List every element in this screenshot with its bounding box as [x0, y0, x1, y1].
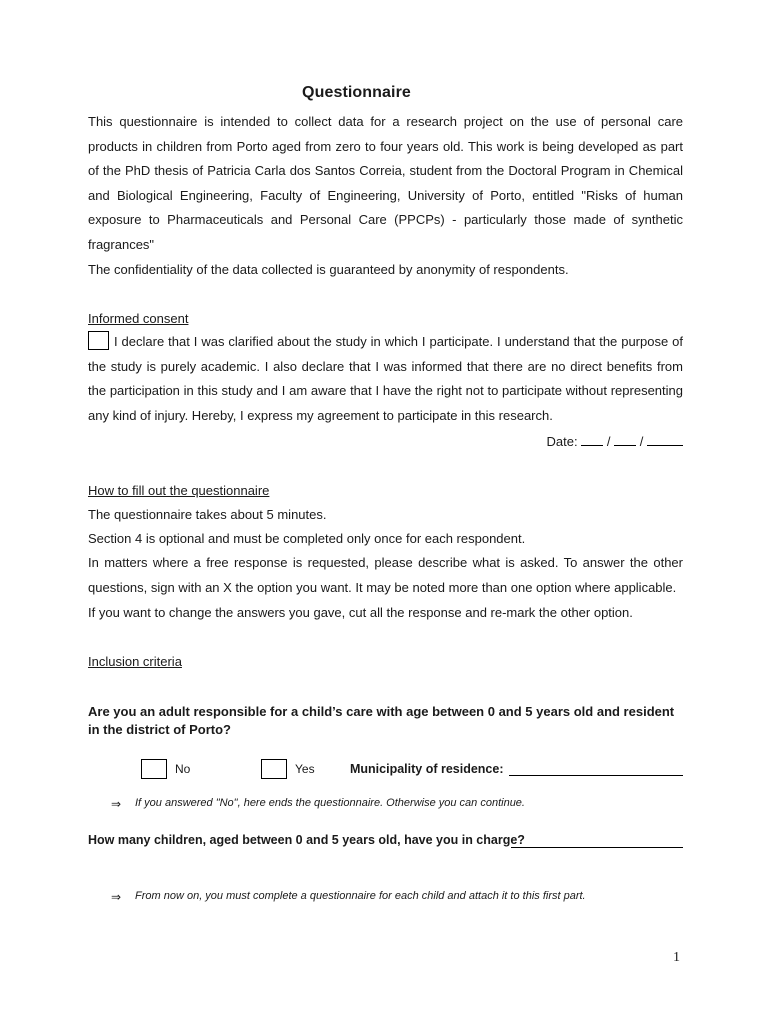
howto-line-1: The questionnaire takes about 5 minutes. — [88, 507, 327, 522]
consent-text: I declare that I was clarified about the study in which I participate. I understand that the purpose of the study is purely academic. I also declare that I was informed that there are no direct benefits from the participation in this study and I am aware that I have the right not to participate without representing any kind of injury. Hereby, I express my agreement to participate in this research. — [88, 334, 683, 423]
yes-checkbox[interactable] — [261, 759, 287, 779]
page-number: 1 — [673, 950, 680, 965]
yes-label: Yes — [295, 762, 315, 776]
date-separator: / — [606, 434, 611, 449]
howto-paragraph: In matters where a free response is requested, please describe what is asked. To answer the other questions, sign with an X the option you want. It may be noted more than one option where applicable. — [88, 555, 683, 595]
municipality-field[interactable] — [509, 762, 683, 776]
arrow-icon: ⇒ — [111, 797, 122, 811]
howto-heading: How to fill out the questionnaire — [88, 483, 270, 498]
date-month-field[interactable] — [614, 433, 636, 446]
arrow-icon: ⇒ — [111, 890, 122, 904]
date-separator: / — [639, 434, 644, 449]
inclusion-question: Are you an adult responsible for a child’s care with age between 0 and 5 years old and resident in the district of Porto? — [88, 704, 675, 737]
date-day-field[interactable] — [581, 433, 603, 446]
children-question: How many children, aged between 0 and 5 years old, have you in charge? — [88, 833, 525, 847]
date-year-field[interactable] — [647, 433, 683, 446]
consent-heading: Informed consent — [88, 311, 189, 326]
intro-paragraph: This questionnaire is intended to collect data for a research project on the use of personal care products in children from Porto aged from zero to four years old. This work is being developed as part of the PhD thesis of Patricia Carla dos Santos Correia, student from the Doctoral Program in Chemical and Biological Engineering, Faculty of Engineering, University of Porto, entitled "Risks of human exposure to Pharmaceuticals and Personal Care (PPCPs) - particularly those made of synthetic fragrances" — [88, 114, 683, 252]
note-each-child: From now on, you must complete a questionnaire for each child and attach it to this first part. — [135, 890, 586, 902]
confidentiality-text: The confidentiality of the data collected is guaranteed by anonymity of respondents. — [88, 262, 569, 277]
page-title: Questionnaire — [302, 84, 411, 101]
children-count-field[interactable] — [511, 834, 683, 848]
consent-date-line — [88, 433, 683, 449]
no-checkbox[interactable] — [141, 759, 167, 779]
no-label: No — [175, 762, 191, 776]
howto-line-3: If you want to change the answers you gave, cut all the response and re-mark the other option. — [88, 605, 633, 620]
date-label: Date: — [546, 434, 578, 449]
note-no-answer: If you answered "No", here ends the questionnaire. Otherwise you can continue. — [135, 797, 525, 809]
howto-line-2: Section 4 is optional and must be completed only once for each respondent. — [88, 531, 526, 546]
inclusion-heading: Inclusion criteria — [88, 654, 182, 669]
municipality-label: Municipality of residence: — [350, 762, 504, 776]
